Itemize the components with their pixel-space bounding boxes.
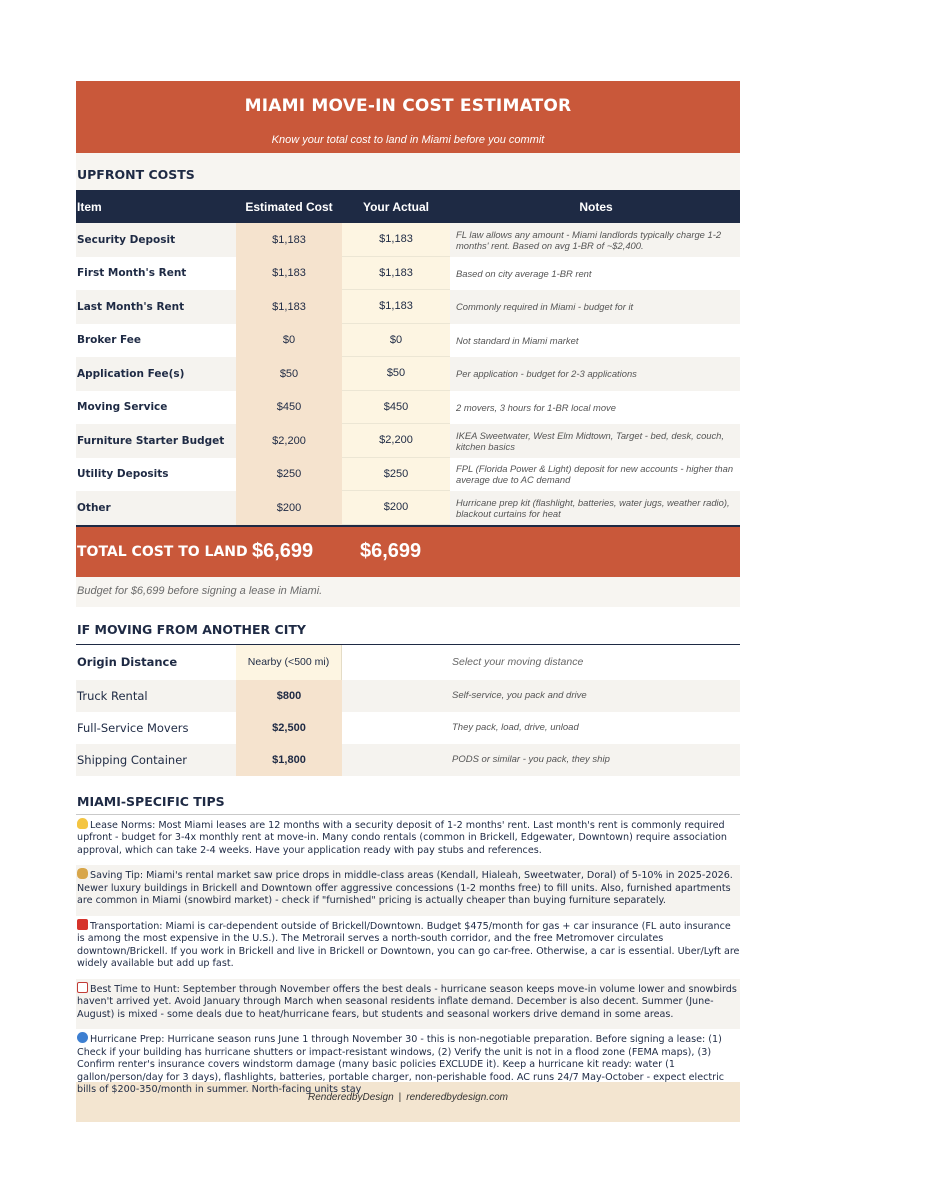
item-label: Moving Service [77, 401, 168, 414]
table-row [76, 257, 740, 291]
item-label: Application Fee(s) [77, 367, 185, 380]
budget-note: Budget for $6,699 before signing a lease in Miami. [76, 577, 740, 607]
estimated-cost-cell[interactable]: $1,183 [236, 290, 342, 324]
table-row [76, 324, 740, 358]
item-label: First Month's Rent [77, 267, 187, 280]
column-header-estimated: Estimated Cost [245, 199, 333, 214]
footer-brand: RenderedbyDesign [308, 1092, 394, 1103]
origin-distance-note: Select your moving distance [452, 656, 584, 668]
table-row [76, 680, 740, 712]
notes-cell: IKEA Sweetwater, West Elm Midtown, Target - bed, desk, couch, kitchen basics [456, 429, 724, 452]
table-row [76, 424, 740, 458]
moving-option-label: Shipping Container [77, 752, 188, 767]
page-title: MIAMI MOVE-IN COST ESTIMATOR [244, 96, 572, 116]
table-row [76, 491, 740, 525]
actual-cost-cell[interactable]: $200 [342, 491, 450, 525]
column-header-notes: Notes [579, 199, 613, 214]
footer-url[interactable]: renderedbydesign.com [406, 1092, 508, 1103]
estimated-cost-cell[interactable]: $1,183 [236, 223, 342, 257]
notes-cell: Not standard in Miami market [456, 334, 579, 346]
upfront-table-header [76, 190, 740, 223]
header-banner [76, 81, 740, 153]
estimated-cost-cell[interactable]: $50 [236, 357, 342, 391]
tip-hurricane-prep [76, 1029, 740, 1095]
cost-estimator-sheet [76, 81, 740, 1122]
item-label: Furniture Starter Budget [77, 434, 225, 447]
footer-separator: | [398, 1092, 402, 1103]
table-row [76, 357, 740, 391]
column-header-item: Item [77, 199, 102, 214]
item-label: Other [77, 501, 111, 514]
item-label: Utility Deposits [77, 468, 169, 481]
tip-text: Saving Tip: Miami's rental market saw price drops in middle-class areas (Kendall, Hialeah, Sweetwater, Doral) of 5-10% in 2025-2026. Newer luxury buildings in Brickell and Downtown offer aggressive concessions (1-2 months free) to fill units. Also, furnished apartments are common in Miami (snowbird market) - check if "furnished" pricing is actually cheaper than buying furniture separately. [77, 870, 733, 906]
total-label: TOTAL COST TO LAND [77, 543, 248, 560]
tip-text: Best Time to Hunt: September through November offers the best deals - hurricane season keeps move-in volume lower and snowbirds haven't arrived yet. Avoid January through March when seasonal residents inflate demand. December is also decent. Summer (June-August) is mixed - some deals due to heat/hurricane fears, but students and seasonal workers drive demand in some areas. [77, 983, 737, 1020]
car-icon [77, 919, 88, 930]
actual-cost-cell[interactable]: $2,200 [342, 424, 450, 458]
notes-cell: FPL (Florida Power & Light) deposit for new accounts - higher than average due to AC demand [456, 463, 734, 486]
notes-cell: Commonly required in Miami - budget for it [456, 301, 634, 313]
actual-cost-cell[interactable]: $250 [342, 458, 450, 492]
table-row [76, 744, 740, 776]
table-row [76, 712, 740, 744]
money-bag-icon [77, 868, 88, 879]
actual-cost-cell[interactable]: $50 [342, 357, 450, 391]
actual-cost-cell[interactable]: $1,183 [342, 257, 450, 291]
tip-text: Transportation: Miami is car-dependent outside of Brickell/Downtown. Budget $475/month for gas + car insurance (FL auto insurance is among the most expensive in the U.S.). The Metrorail serves a north-south corridor, and the free Metromover circulates downtown/Brickell. If you work in Brickell and live in Brickell or Downtown, you can go car-free. Otherwise, a car is essential. Uber/Lyft are widely available but add up fast. [77, 920, 740, 969]
tip-saving [76, 865, 740, 916]
actual-cost-cell[interactable]: $1,183 [342, 223, 450, 257]
origin-distance-label: Origin Distance [77, 655, 178, 669]
tip-text: Lease Norms: Most Miami leases are 12 months with a security deposit of 1-2 months' rent. Last month's rent is commonly required upfront - budget for 3-4x monthly rent at move-in. Many condo rentals (common in Brickell, Edgewater, Downtown) require association approval, which can take 2-4 weeks. Have your application ready with pay stubs and references. [77, 819, 727, 856]
table-row [76, 290, 740, 324]
upfront-costs-heading: UPFRONT COSTS [76, 153, 740, 190]
tip-transportation [76, 916, 740, 979]
lightbulb-icon [77, 818, 88, 829]
notes-cell: Based on city average 1-BR rent [456, 267, 592, 279]
moving-heading: IF MOVING FROM ANOTHER CITY [76, 607, 740, 645]
page-subtitle: Know your total cost to land in Miami before you commit [271, 134, 545, 146]
actual-cost-cell[interactable]: $450 [342, 391, 450, 425]
estimated-cost-cell[interactable]: $0 [236, 324, 342, 358]
upfront-table-body [76, 223, 740, 525]
estimated-cost-cell[interactable]: $1,183 [236, 257, 342, 291]
moving-option-note: They pack, load, drive, unload [452, 722, 579, 733]
origin-distance-select[interactable]: Nearby (<500 mi) [236, 645, 342, 680]
cyclone-icon [77, 1032, 88, 1043]
item-label: Broker Fee [77, 334, 142, 347]
moving-option-label: Truck Rental [77, 688, 148, 703]
column-header-actual: Your Actual [362, 199, 429, 214]
notes-cell: FL law allows any amount - Miami landlords typically charge 1-2 months' rent. Based on avg 1-BR of ~$2,400. [456, 228, 722, 251]
table-row [76, 458, 740, 492]
notes-cell: Hurricane prep kit (flashlight, batteries, water jugs, weather radio), blackout curtains for heat [456, 496, 730, 519]
origin-distance-row [76, 645, 740, 680]
moving-option-label: Full-Service Movers [77, 720, 189, 735]
moving-option-cost: $800 [236, 680, 342, 712]
estimated-cost-cell[interactable]: $200 [236, 491, 342, 525]
moving-option-note: Self-service, you pack and drive [452, 690, 587, 701]
moving-option-cost: $1,800 [236, 744, 342, 776]
item-label: Security Deposit [77, 233, 176, 246]
table-row [76, 391, 740, 425]
tip-best-time [76, 979, 740, 1030]
tip-lease-norms [76, 815, 740, 866]
moving-option-note: PODS or similar - you pack, they ship [452, 754, 610, 765]
moving-option-cost: $2,500 [236, 712, 342, 744]
calendar-icon [77, 982, 88, 993]
estimated-cost-cell[interactable]: $250 [236, 458, 342, 492]
total-estimated-value: $6,699 [252, 540, 314, 562]
total-actual-value: $6,699 [360, 540, 422, 562]
notes-cell: 2 movers, 3 hours for 1-BR local move [456, 401, 616, 413]
estimated-cost-cell[interactable]: $2,200 [236, 424, 342, 458]
actual-cost-cell[interactable]: $1,183 [342, 290, 450, 324]
item-label: Last Month's Rent [77, 300, 185, 313]
tip-text: Hurricane Prep: Hurricane season runs June 1 through November 30 - this is non-negotiable preparation. Before signing a lease: (1) Check if your building has hurricane shutters or impact-resistant windows, (2) Verify the unit is not in a flood zone (FEMA maps), (3) Confirm renter's insurance covers windstorm damage (many basic policies EXCLUDE it). Keep a hurricane kit ready: water (1 gallon/person/day for 3 days), flashlights, batteries, portable charger, non-perishable food. AC runs 24/7 May-October - expect electric bills of $200-350/month in summer. North-facing units stay [77, 1034, 725, 1095]
estimated-cost-cell[interactable]: $450 [236, 391, 342, 425]
tips-heading: MIAMI-SPECIFIC TIPS [76, 776, 740, 815]
table-row [76, 223, 740, 257]
actual-cost-cell[interactable]: $0 [342, 324, 450, 358]
total-banner [76, 527, 740, 577]
notes-cell: Per application - budget for 2-3 applications [456, 368, 637, 380]
